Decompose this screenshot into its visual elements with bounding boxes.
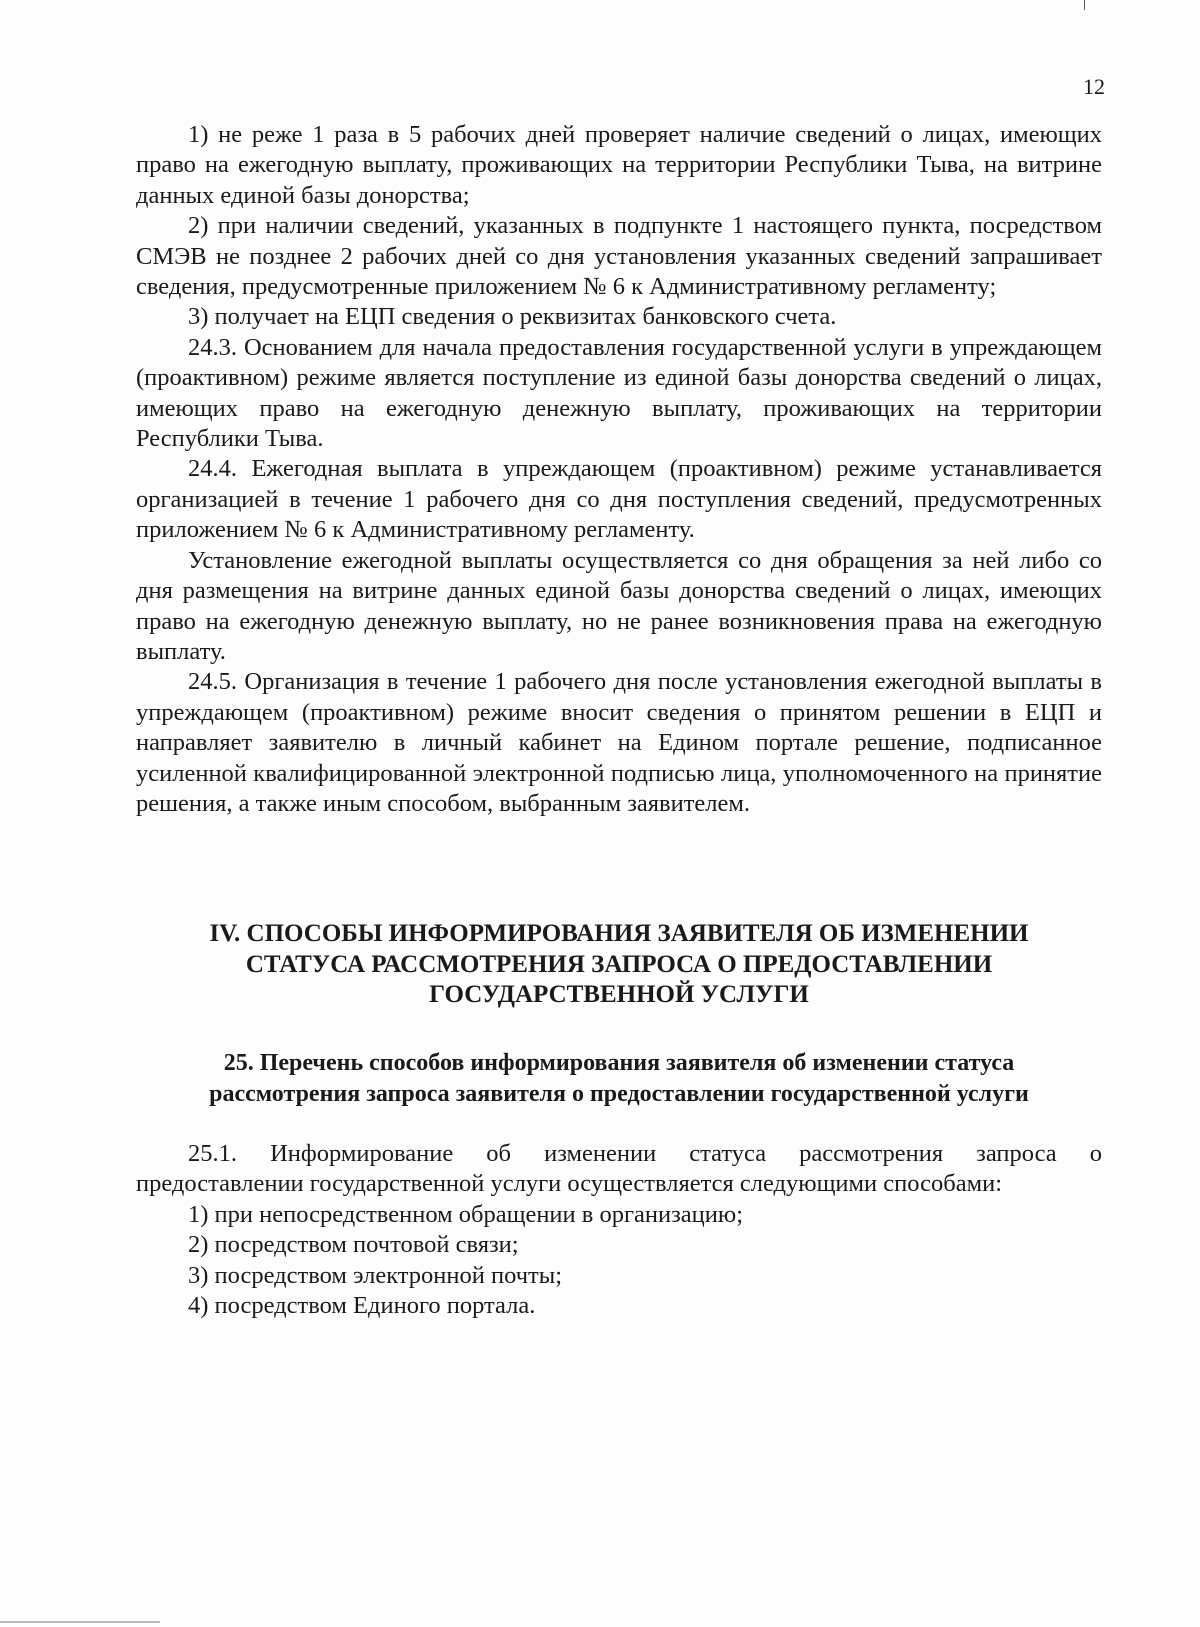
paragraph: 24.4. Ежегодная выплата в упреждающем (проактивном) режиме устанавливается организацией в течение 1 рабочего дня со дня поступления сведений, предусмотренных приложением № 6 к Административному регламенту. (136, 455, 1102, 544)
list-item: 4) посредством Единого портала. (188, 1292, 536, 1320)
scan-artifact-mark (1084, 0, 1085, 10)
list-item: 1) при непосредственном обращении в организацию; (188, 1200, 744, 1228)
section-25-intro-line: предоставлении государственной услуги осуществляется следующими способами: (136, 1170, 1003, 1198)
body-text (136, 120, 1102, 819)
subsection-heading (136, 1048, 1102, 1109)
scan-artifact-mark (0, 1621, 160, 1623)
list-item: 3) посредством электронной почты; (188, 1261, 563, 1289)
subsection-heading-line: рассмотрения запроса заявителя о предоставлении государственной услуги (209, 1080, 1029, 1107)
page-number: 12 (1083, 74, 1105, 99)
paragraph: Установление ежегодной выплаты осуществляется со дня обращения за ней либо со дня размещения на витрине данных единой базы донорства сведений о лицах, имеющих право на ежегодную денежную выплату, но не ранее возникновения права на ежегодную выплату. (136, 546, 1102, 665)
section-heading-line: IV. СПОСОБЫ ИНФОРМИРОВАНИЯ ЗАЯВИТЕЛЯ ОБ ИЗМЕНЕНИИ (209, 920, 1029, 947)
paragraph: 2) при наличии сведений, указанных в подпункте 1 настоящего пункта, посредством СМЭВ не позднее 2 рабочих дней со дня установления указанных сведений запрашивает сведения, предусмотренные приложением № 6 к Административному регламенту; (136, 212, 1102, 301)
paragraph: 24.5. Организация в течение 1 рабочего дня после установления ежегодной выплаты в упреждающем (проактивном) режиме вносит сведения о принятом решении в ЕЦП и направляет заявителю в личный кабинет на Едином портале решение, подписанное усиленной квалифицированной электронной подписью лица, уполномоченного на принятие решения, а также иным способом, выбранным заявителем. (136, 668, 1102, 817)
list-item: 2) посредством почтовой связи; (188, 1231, 519, 1259)
paragraph: 3) получает на ЕЦП сведения о реквизитах банковского счета. (188, 303, 837, 331)
paragraph: 1) не реже 1 раза в 5 рабочих дней проверяет наличие сведений о лицах, имеющих право на ежегодную выплату, проживающих на территории Республики Тыва, на витрине данных единой базы донорства; (136, 121, 1102, 209)
section-heading-line: ГОСУДАРСТВЕННОЙ УСЛУГИ (429, 981, 809, 1008)
section-25-intro-line: 25.1. Информирование об изменении статуса рассмотрения запроса о (188, 1140, 1102, 1167)
section-heading (136, 919, 1102, 1011)
subsection-heading-line: 25. Перечень способов информирования заявителя об изменении статуса (223, 1050, 1015, 1076)
section-25-text (136, 1139, 1102, 1321)
section-heading-line: СТАТУСА РАССМОТРЕНИЯ ЗАПРОСА О ПРЕДОСТАВЛЕНИИ (245, 950, 993, 978)
paragraph: 24.3. Основанием для начала предоставления государственной услуги в упреждающем (проактивном) режиме является поступление из единой базы донорства сведений о лицах, имеющих право на ежегодную денежную выплату, проживающих на территории Республики Тыва. (136, 333, 1102, 453)
